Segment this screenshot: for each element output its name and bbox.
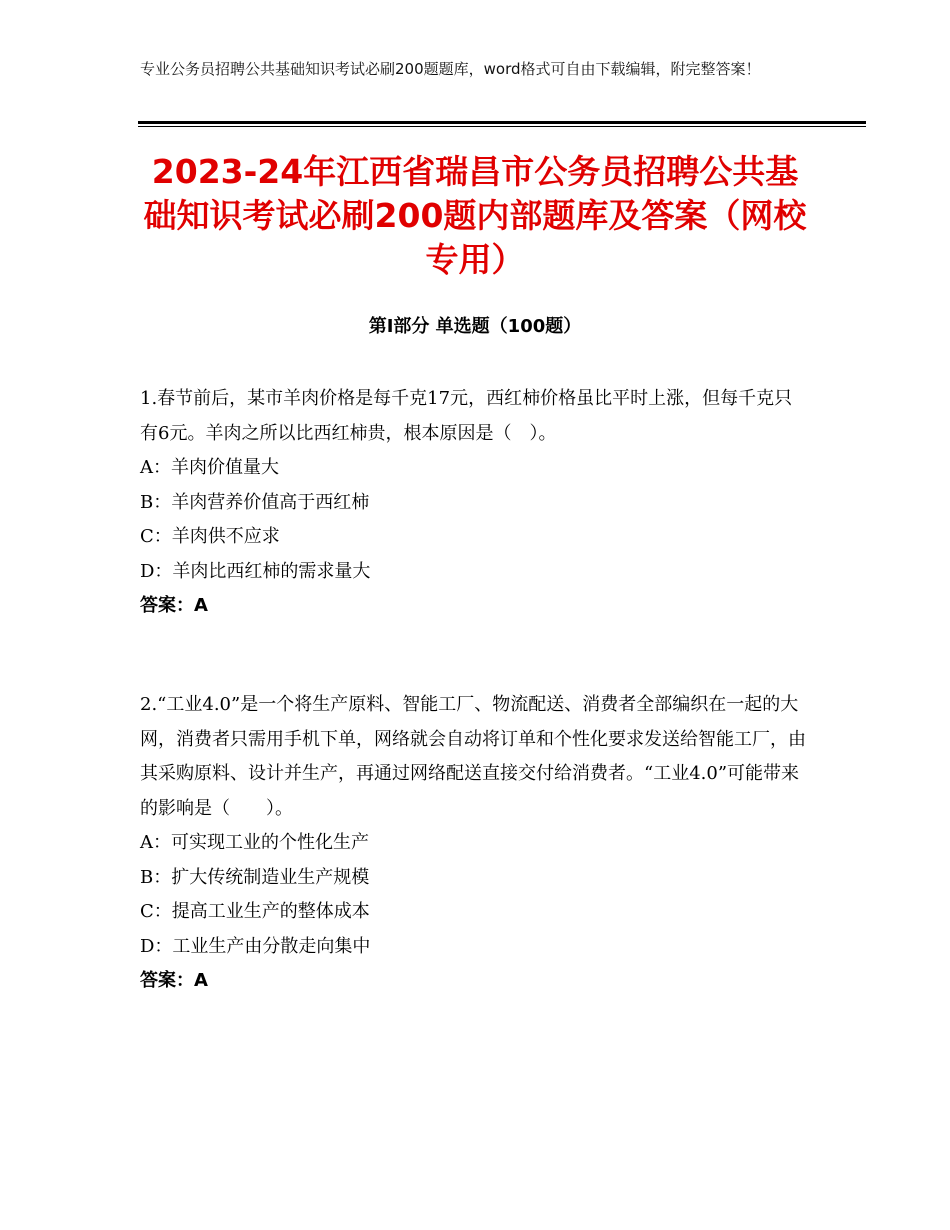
header-rule-thin [138, 126, 866, 127]
question-1 [140, 382, 810, 624]
option-c: C：羊肉供不应求 [140, 526, 280, 547]
question-stem: 2.“工业4.0”是一个将生产原料、智能工厂、物流配送、消费者全部编织在一起的大网，消费者只需用手机下单，网络就会自动将订单和个性化要求发送给智能工厂，由其采购原料、设计并生产，再通过网络配送直接交付给消费者。“工业4.0”可能带来的影响是（ ）。 [140, 694, 806, 819]
header-rule-thick [138, 121, 866, 124]
option-a: A：可实现工业的个性化生产 [140, 832, 369, 853]
answer: 答案：A [140, 970, 208, 991]
question-2 [140, 688, 810, 999]
option-b: B：扩大传统制造业生产规模 [140, 866, 370, 888]
answer: 答案：A [140, 595, 208, 616]
document-title: 2023-24年江西省瑞昌市公务员招聘公共基础知识考试必刷200题内部题库及答案（网校专用） [143, 152, 807, 279]
option-d: D：羊肉比西红柿的需求量大 [140, 560, 371, 582]
option-a: A：羊肉价值量大 [140, 457, 279, 478]
question-stem: 1.春节前后，某市羊肉价格是每千克17元，西红柿价格虽比平时上涨，但每千克只有6元。羊肉之所以比西红柿贵，根本原因是（ ）。 [140, 388, 793, 444]
section-title: 第Ⅰ部分 单选题（100题） [368, 316, 582, 337]
option-c: C：提高工业生产的整体成本 [140, 901, 370, 922]
option-b: B：羊肉营养价值高于西红柿 [140, 491, 370, 513]
option-d: D：工业生产由分散走向集中 [140, 935, 371, 957]
header-note: 专业公务员招聘公共基础知识考试必刷200题题库，word格式可自由下载编辑，附完整答案！ [140, 60, 761, 78]
